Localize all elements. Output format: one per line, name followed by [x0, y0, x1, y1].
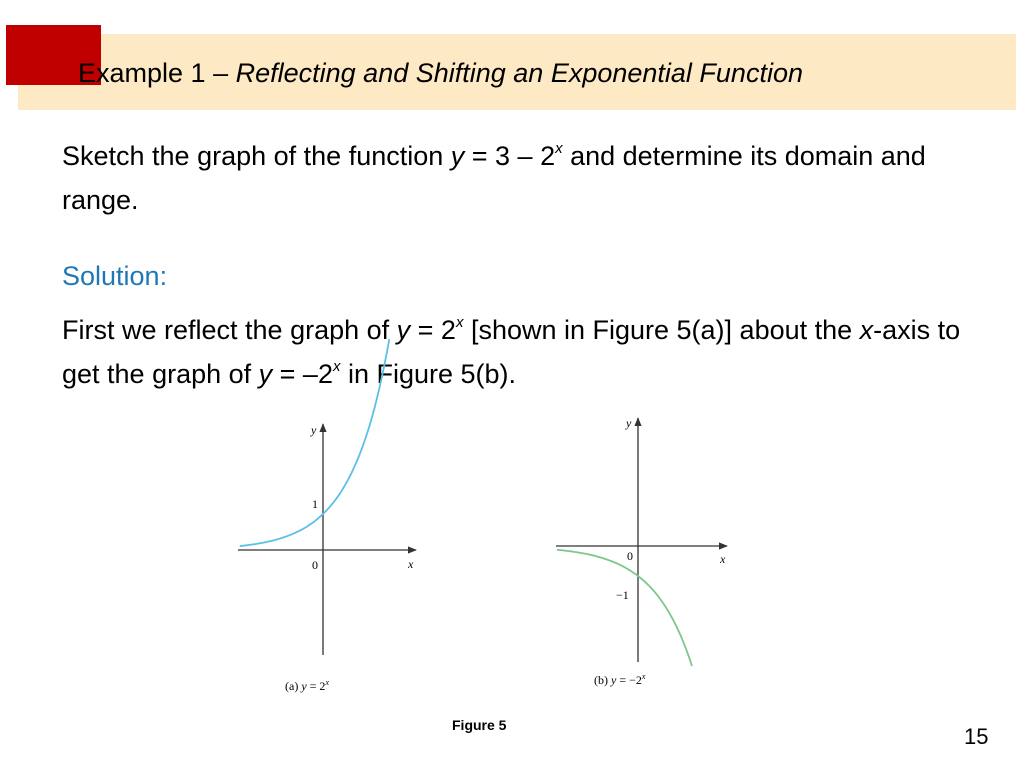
caption-prefix: (a): [285, 679, 302, 693]
page-number: 15: [964, 724, 989, 749]
explanation-text: = –2: [272, 359, 333, 389]
problem-text: Sketch the graph of the function: [62, 141, 451, 171]
problem-var-y: y: [450, 141, 465, 171]
graph-b-caption: [594, 672, 646, 687]
caption-eq: = 2: [306, 679, 326, 693]
explanation-var: y: [396, 315, 411, 345]
title-prefix: Example 1 –: [78, 58, 229, 88]
caption-exp: x: [641, 672, 646, 681]
caption-exp: x: [325, 678, 329, 687]
graph-b-curve: [557, 550, 692, 666]
graph-b-origin-label: 0: [627, 549, 633, 563]
caption-eq: = −2: [616, 673, 642, 687]
explanation-text: = 2: [410, 315, 456, 345]
explanation-text: in Figure 5(b).: [340, 359, 517, 389]
graph-b-y-label: y: [626, 416, 632, 430]
solution-label: Solution:: [62, 261, 168, 291]
problem-exponent: x: [555, 140, 563, 157]
graph-b: [556, 416, 727, 687]
graph-a-caption: [285, 678, 329, 693]
explanation-text: [shown in Figure 5(a)] about the: [463, 315, 860, 345]
explanation-text: First we reflect the graph of: [62, 315, 397, 345]
graph-a-curve: [240, 339, 389, 546]
graph-a: [238, 339, 416, 693]
caption-var: y: [611, 673, 617, 687]
explanation-var: y: [258, 359, 273, 389]
explanation-var: x: [859, 315, 874, 345]
problem-text: and determine its domain and range.: [62, 141, 926, 215]
explanation-text: -axis to get the graph of: [62, 315, 961, 389]
problem-text: = 3 – 2: [464, 141, 556, 171]
explanation-exponent: x: [332, 358, 341, 375]
title-italic: Reflecting and Shifting an Exponential Function: [235, 58, 803, 88]
graph-a-origin-label: 0: [312, 558, 318, 572]
graph-b-intercept-label: −1: [616, 588, 629, 602]
graph-a-x-label: x: [408, 557, 414, 571]
graph-a-intercept-label: 1: [312, 497, 318, 511]
figure-caption: Figure 5: [452, 717, 507, 733]
graph-b-x-label: x: [720, 552, 726, 566]
graph-a-y-label: y: [311, 423, 317, 437]
caption-var: y: [301, 679, 307, 693]
explanation-exponent: x: [455, 314, 464, 331]
caption-prefix: (b): [594, 673, 611, 687]
